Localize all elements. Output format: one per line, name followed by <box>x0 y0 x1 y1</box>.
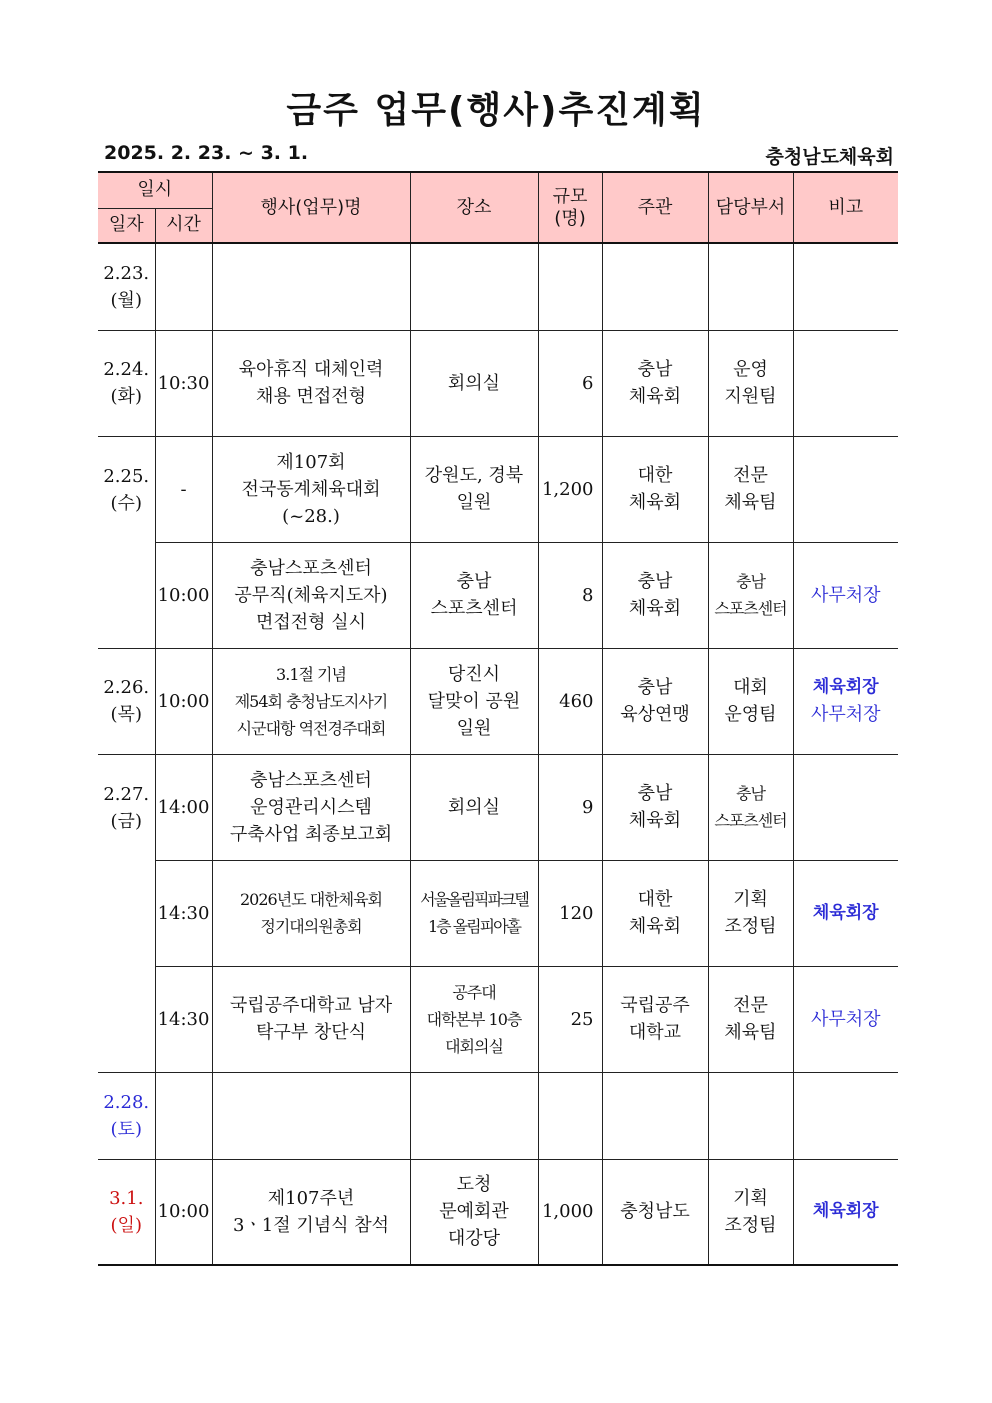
cell-date: 3.1. (일) <box>98 1159 155 1265</box>
table-row <box>98 436 898 542</box>
cell-note <box>793 330 898 436</box>
table-row <box>98 542 898 648</box>
cell-date: 2.23. (월) <box>98 243 155 330</box>
header-place: 장소 <box>410 172 538 243</box>
cell-host: 국립공주 대학교 <box>602 966 708 1072</box>
cell-place: 충남 스포츠센터 <box>410 542 538 648</box>
cell-dept: 전문 체육팀 <box>708 436 793 542</box>
cell-scale: 9 <box>538 754 602 860</box>
cell-time: 10:00 <box>155 1159 212 1265</box>
cell-event: 육아휴직 대체인력 채용 면접전형 <box>212 330 410 436</box>
period: 2025. 2. 23. ~ 3. 1. <box>104 142 309 164</box>
table-row <box>98 648 898 754</box>
table-row <box>98 1159 898 1265</box>
cell-host: 충남 체육회 <box>602 330 708 436</box>
table-row <box>98 243 898 330</box>
cell-scale: 460 <box>538 648 602 754</box>
cell-time: 10:30 <box>155 330 212 436</box>
organization: 충청남도체육회 <box>765 146 894 168</box>
header-host: 주관 <box>602 172 708 243</box>
cell-place: 강원도, 경북 일원 <box>410 436 538 542</box>
header-time: 시간 <box>155 208 212 243</box>
cell-date: 2.25. (수) <box>98 436 155 648</box>
cell-place: 서울올림픽파크텔 1층 올림피아홀 <box>410 860 538 966</box>
cell-dept: 기획 조정팀 <box>708 860 793 966</box>
cell-host: 대한 체육회 <box>602 860 708 966</box>
cell-scale: 6 <box>538 330 602 436</box>
cell-note <box>793 754 898 860</box>
cell-event: 국립공주대학교 남자 탁구부 창단식 <box>212 966 410 1072</box>
cell-host: 충청남도 <box>602 1159 708 1265</box>
cell-scale: 1,000 <box>538 1159 602 1265</box>
header-date: 일자 <box>98 208 155 243</box>
cell-event: 제107회 전국동계체육대회 (~28.) <box>212 436 410 542</box>
cell-note <box>793 436 898 542</box>
table-row <box>98 754 898 860</box>
cell-place: 당진시 달맞이 공원 일원 <box>410 648 538 754</box>
cell-scale: 120 <box>538 860 602 966</box>
header-event: 행사(업무)명 <box>212 172 410 243</box>
cell-date: 2.27. (금) <box>98 754 155 1072</box>
cell-host: 충남 육상연맹 <box>602 648 708 754</box>
cell-place: 회의실 <box>410 754 538 860</box>
cell-scale: 8 <box>538 542 602 648</box>
cell-date: 2.28. (토) <box>98 1072 155 1159</box>
cell-note: 사무처장 <box>793 542 898 648</box>
cell-time: 14:30 <box>155 966 212 1072</box>
header-datetime: 일시 <box>98 172 212 208</box>
cell-time: 14:30 <box>155 860 212 966</box>
cell-dept: 대회 운영팀 <box>708 648 793 754</box>
cell-note <box>793 648 898 754</box>
cell-host: 충남 체육회 <box>602 542 708 648</box>
cell-dept: 충남 스포츠센터 <box>708 542 793 648</box>
table-row <box>98 860 898 966</box>
cell-host: 대한 체육회 <box>602 436 708 542</box>
cell-dept: 기획 조정팀 <box>708 1159 793 1265</box>
cell-time: 14:00 <box>155 754 212 860</box>
cell-place: 도청 문예회관 대강당 <box>410 1159 538 1265</box>
cell-time: - <box>155 436 212 542</box>
cell-dept: 운영 지원팀 <box>708 330 793 436</box>
cell-note: 사무처장 <box>793 966 898 1072</box>
cell-dept: 충남 스포츠센터 <box>708 754 793 860</box>
cell-event: 충남스포츠센터 운영관리시스템 구축사업 최종보고회 <box>212 754 410 860</box>
header-note: 비고 <box>793 172 898 243</box>
cell-host: 충남 체육회 <box>602 754 708 860</box>
cell-time: 10:00 <box>155 542 212 648</box>
cell-note: 체육회장 <box>793 860 898 966</box>
cell-place: 회의실 <box>410 330 538 436</box>
cell-event: 3.1절 기념 제54회 충청남도지사기 시군대항 역전경주대회 <box>212 648 410 754</box>
table-row <box>98 330 898 436</box>
cell-event: 충남스포츠센터 공무직(체육지도자) 면접전형 실시 <box>212 542 410 648</box>
cell-place: 공주대 대학본부 10층 대회의실 <box>410 966 538 1072</box>
cell-event: 제107주년 3ㆍ1절 기념식 참석 <box>212 1159 410 1265</box>
table-row <box>98 1072 898 1159</box>
cell-scale: 1,200 <box>538 436 602 542</box>
cell-time: 10:00 <box>155 648 212 754</box>
cell-dept: 전문 체육팀 <box>708 966 793 1072</box>
header-scale: 규모 (명) <box>538 172 602 243</box>
cell-date: 2.24. (화) <box>98 330 155 436</box>
header-dept: 담당부서 <box>708 172 793 243</box>
cell-note: 체육회장 <box>793 1159 898 1265</box>
cell-scale: 25 <box>538 966 602 1072</box>
table-row <box>98 966 898 1072</box>
cell-date: 2.26. (목) <box>98 648 155 754</box>
cell-event: 2026년도 대한체육회 정기대의원총회 <box>212 860 410 966</box>
note-president: 체육회장 <box>812 677 879 697</box>
schedule-table <box>98 171 898 1266</box>
page-title: 금주 업무(행사)추진계획 <box>286 90 706 131</box>
note-secretary: 사무처장 <box>810 704 881 725</box>
